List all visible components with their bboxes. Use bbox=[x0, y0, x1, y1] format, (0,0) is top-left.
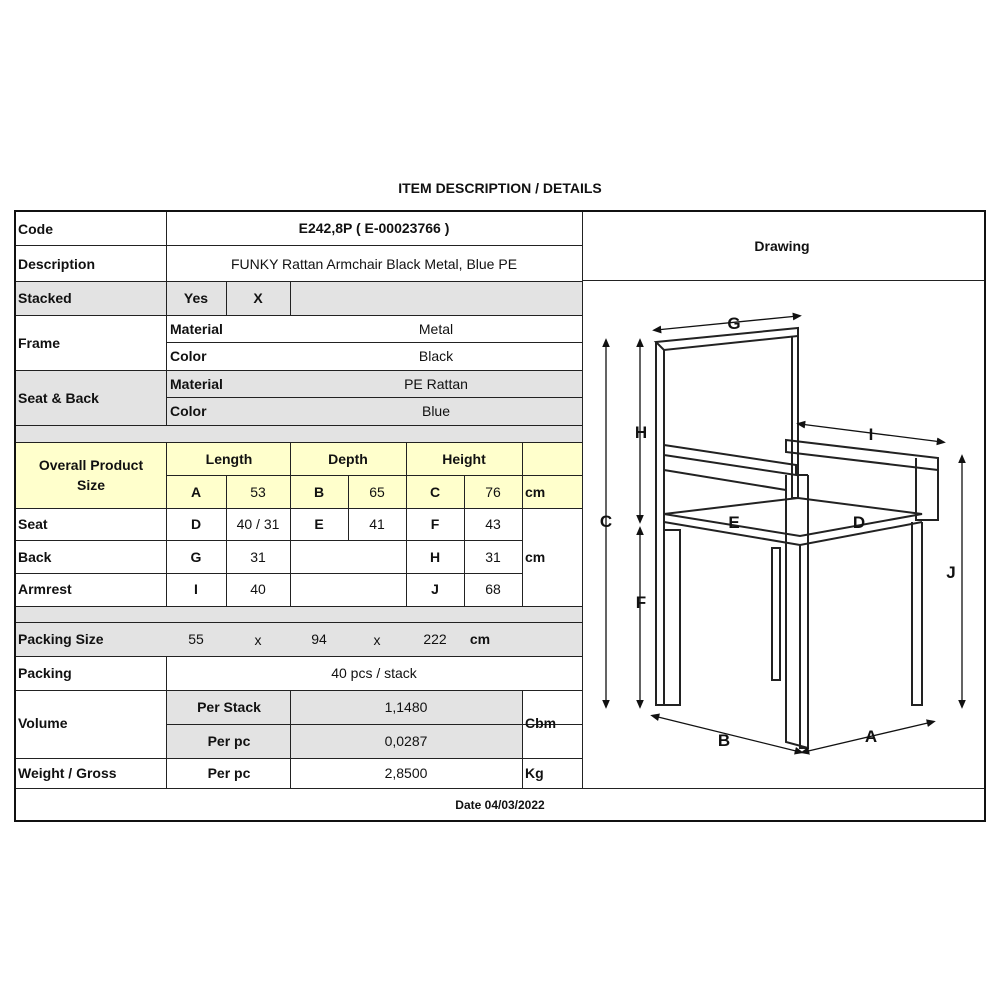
volume-per-stack-label: Per Stack bbox=[197, 699, 261, 715]
height-header: Height bbox=[442, 451, 486, 467]
dim-j-value: 68 bbox=[485, 581, 501, 597]
overall-size-label-1: Overall Product bbox=[38, 457, 144, 473]
frame-material-label: Material bbox=[170, 321, 223, 337]
frame-label: Frame bbox=[18, 335, 61, 351]
seat-label: Seat bbox=[18, 516, 48, 532]
seat-back-material-label: Material bbox=[170, 376, 223, 392]
packing-size-width: 55 bbox=[188, 631, 204, 647]
packing-size-label: Packing Size bbox=[18, 631, 104, 647]
dim-f-letter: F bbox=[430, 516, 440, 532]
document-title: ITEM DESCRIPTION / DETAILS bbox=[398, 180, 602, 196]
seat-back-color-value: Blue bbox=[421, 403, 451, 419]
dim-i-value: 40 bbox=[250, 581, 266, 597]
packing-label: Packing bbox=[18, 665, 72, 681]
code-value: E242,8P ( E-00023766 ) bbox=[298, 220, 450, 236]
volume-label: Volume bbox=[18, 715, 68, 731]
description-label: Description bbox=[18, 256, 96, 272]
frame-material-value: Metal bbox=[418, 321, 454, 337]
packing-size-unit: cm bbox=[469, 631, 491, 647]
dim-b-letter: B bbox=[313, 484, 325, 500]
dim-d-value: 40 / 31 bbox=[236, 516, 280, 532]
dim-h-value: 31 bbox=[485, 549, 501, 565]
length-header: Length bbox=[205, 451, 253, 467]
seat-back-arm-unit: cm bbox=[525, 549, 546, 565]
dim-label-g: G bbox=[727, 314, 741, 333]
volume-per-stack-value: 1,1480 bbox=[384, 699, 428, 715]
dim-label-f: F bbox=[635, 593, 647, 612]
packing-value: 40 pcs / stack bbox=[331, 665, 417, 681]
weight-unit: Kg bbox=[525, 765, 544, 781]
chair-drawing bbox=[584, 300, 984, 786]
dim-d-letter: D bbox=[190, 516, 202, 532]
seat-back-label: Seat & Back bbox=[18, 390, 99, 406]
volume-per-pc-value: 0,0287 bbox=[384, 733, 428, 749]
dim-a-letter: A bbox=[190, 484, 202, 500]
date-label: Date 04/03/2022 bbox=[455, 798, 545, 812]
weight-label: Weight / Gross bbox=[18, 765, 117, 781]
dim-a-value: 53 bbox=[250, 484, 266, 500]
volume-per-pc-label: Per pc bbox=[207, 733, 251, 749]
dim-label-a: A bbox=[864, 727, 878, 746]
code-label: Code bbox=[18, 221, 53, 237]
seat-back-color-label: Color bbox=[170, 403, 207, 419]
frame-color-label: Color bbox=[170, 348, 207, 364]
dim-label-h: H bbox=[634, 423, 648, 442]
armrest-label: Armrest bbox=[18, 581, 72, 597]
seat-back-material-value: PE Rattan bbox=[404, 376, 468, 392]
overall-unit: cm bbox=[525, 484, 546, 500]
stacked-yes: Yes bbox=[183, 290, 209, 306]
dim-g-letter: G bbox=[190, 549, 202, 565]
stacked-label: Stacked bbox=[18, 290, 72, 306]
packing-size-height: 222 bbox=[423, 631, 447, 647]
overall-size-label-2: Size bbox=[76, 477, 106, 493]
dim-j-letter: J bbox=[431, 581, 439, 597]
packing-size-depth: 94 bbox=[311, 631, 327, 647]
dim-label-d: D bbox=[852, 513, 866, 532]
packing-size-x2: x bbox=[373, 632, 381, 648]
stacked-mark: X bbox=[253, 290, 263, 306]
description-value: FUNKY Rattan Armchair Black Metal, Blue PE bbox=[230, 256, 518, 272]
dim-e-letter: E bbox=[314, 516, 324, 532]
dim-e-value: 41 bbox=[369, 516, 385, 532]
dim-b-value: 65 bbox=[369, 484, 385, 500]
drawing-label: Drawing bbox=[754, 238, 810, 254]
dim-g-value: 31 bbox=[250, 549, 266, 565]
back-label: Back bbox=[18, 549, 52, 565]
dim-label-j: J bbox=[946, 563, 956, 582]
dim-c-letter: C bbox=[429, 484, 441, 500]
depth-header: Depth bbox=[328, 451, 368, 467]
dim-c-value: 76 bbox=[485, 484, 501, 500]
dim-label-i: I bbox=[868, 425, 874, 444]
dim-label-e: E bbox=[728, 513, 740, 532]
dim-h-letter: H bbox=[429, 549, 441, 565]
dim-f-value: 43 bbox=[485, 516, 501, 532]
dim-label-b: B bbox=[717, 731, 731, 750]
dim-label-c: C bbox=[599, 512, 613, 531]
weight-value: 2,8500 bbox=[384, 765, 428, 781]
weight-per-pc-label: Per pc bbox=[207, 765, 251, 781]
frame-color-value: Black bbox=[418, 348, 454, 364]
packing-size-x1: x bbox=[254, 632, 262, 648]
volume-unit: Cbm bbox=[525, 715, 557, 731]
dim-i-letter: I bbox=[194, 581, 198, 597]
